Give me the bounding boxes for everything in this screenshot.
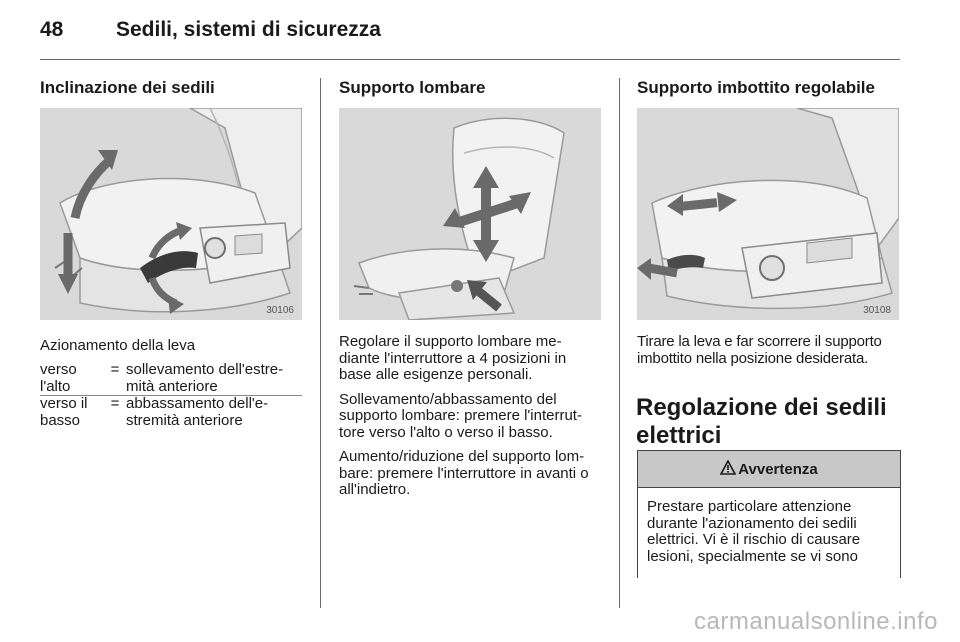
seat-tilt-illustration [40,108,302,320]
paragraph: Sollevamento/abbassamento del supporto lombare: premere l'interrut-tore verso l'alto o verso il basso. [339,390,582,441]
section-heading-power-seats: Regolazione dei sedili elettrici [636,394,887,449]
lever-term: verso il basso [40,395,88,429]
section-heading-lumbar-support: Supporto lombare [339,78,486,97]
warning-title: Avvertenza [738,460,818,478]
cushion-text: Tirare la leva e far scorrere il supporto imbottito nella posizione desiderata. [637,333,882,367]
page-title: Sedili, sistemi di sicurezza [116,18,381,41]
figure-code: 30108 [863,305,891,316]
column-2 [339,78,601,98]
page-number: 48 [40,18,64,41]
column-divider [619,78,620,608]
cushion-support-illustration [637,108,899,320]
section-heading-cushion-support: Supporto imbottito regolabile [637,78,875,97]
lever-table-row [40,395,302,429]
column-3 [637,78,899,98]
paragraph: Regolare il supporto lombare me-diante l'interruttore a 4 posizioni in base alle esigenze personali. [339,333,567,383]
figure-caption: Azionamento della leva [40,337,196,354]
column-1 [40,78,302,98]
header-rule [40,59,900,60]
lever-definition: sollevamento dell'estre-mità anteriore [126,361,284,395]
lever-definition: abbassamento dell'e-stremità anteriore [126,395,269,429]
watermark: carmanualsonline.info [694,608,938,635]
section-heading-seat-tilt: Inclinazione dei sedili [40,78,215,97]
figure-cushion-support [637,108,899,320]
lever-table-row [40,362,302,395]
lever-table [40,362,302,429]
figure-seat-tilt [40,108,302,320]
warning-header [638,451,900,488]
figure-code: 30106 [266,305,294,316]
column-divider [320,78,321,608]
lumbar-support-illustration [339,108,601,320]
lever-equals: = [110,361,120,378]
lumbar-text [339,334,601,507]
paragraph: Aumento/riduzione del supporto lom-bare: premere l'interruttore in avanti o all'indietro. [339,448,589,498]
lever-equals: = [110,395,120,412]
figure-lumbar-support [339,108,601,320]
warning-triangle-icon [720,460,736,479]
warning-body: Prestare particolare attenzione durante l'azionamento dei sedili elettrici. Vi è il rischio di causare lesioni, specialmente se vi sono [647,498,861,565]
warning-box [637,450,901,578]
lever-term: verso l'alto [40,361,77,395]
